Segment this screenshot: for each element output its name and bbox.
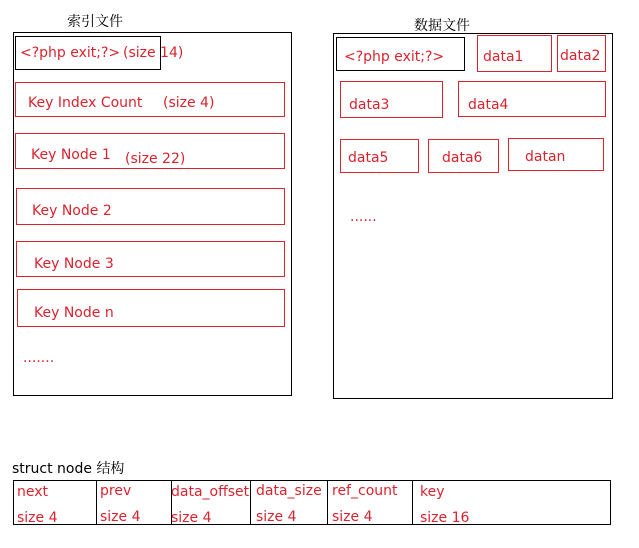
field-key-name: key <box>420 484 445 500</box>
index-file-title: 索引文件 <box>67 14 123 30</box>
key-index-count-size: (size 4) <box>163 95 215 111</box>
datan-label: datan <box>525 149 566 165</box>
key-node-2-label: Key Node 2 <box>32 203 112 219</box>
field-data-offset-name: data_offset <box>171 484 250 500</box>
index-header-size: (size 14) <box>123 45 184 61</box>
field-key-size: size 16 <box>420 510 470 526</box>
key-node-1-label: Key Node 1 <box>31 147 111 163</box>
field-prev-size: size 4 <box>100 509 141 525</box>
key-node-3-label: Key Node 3 <box>34 256 114 272</box>
data3-label: data3 <box>349 97 390 113</box>
field-data-offset-size: size 4 <box>171 510 212 526</box>
field-ref-count-size: size 4 <box>332 509 373 525</box>
data2-label: data2 <box>560 48 601 64</box>
field-data-size-name: data_size <box>256 483 322 499</box>
data6-label: data6 <box>442 150 483 166</box>
index-ellipsis: ....... <box>23 350 55 366</box>
field-next-size: size 4 <box>17 510 58 526</box>
key-index-count-label: Key Index Count <box>28 95 143 111</box>
key-node-1-size: (size 22) <box>125 151 186 167</box>
data4-label: data4 <box>468 97 509 113</box>
field-next-name: next <box>17 484 49 500</box>
data-header-label: <?php exit;?> <box>344 49 445 65</box>
data-file-title: 数据文件 <box>414 18 470 34</box>
field-prev-name: prev <box>100 483 132 499</box>
data-ellipsis: ...... <box>350 209 377 225</box>
index-header-label: <?php exit;?> <box>20 45 121 61</box>
data5-label: data5 <box>348 150 389 166</box>
field-ref-count-name: ref_count <box>332 483 398 499</box>
field-data-size-size: size 4 <box>256 509 297 525</box>
key-node-n-label: Key Node n <box>34 305 114 321</box>
data1-label: data1 <box>483 49 524 65</box>
struct-title: struct node 结构 <box>12 461 125 477</box>
